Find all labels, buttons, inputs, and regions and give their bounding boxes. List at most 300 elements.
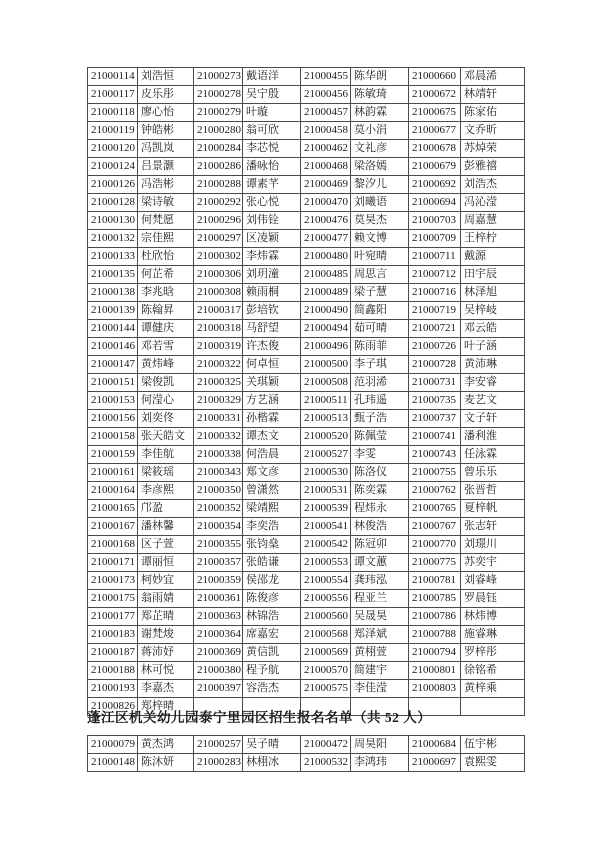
student-id-cell: 21000284 bbox=[194, 140, 243, 158]
student-name-cell: 陈翰昇 bbox=[138, 302, 194, 320]
student-name-cell: 张心悦 bbox=[243, 194, 301, 212]
student-name-cell: 赖雨桐 bbox=[243, 284, 301, 302]
student-id-cell: 21000476 bbox=[301, 212, 351, 230]
student-id-cell: 21000286 bbox=[194, 158, 243, 176]
student-name-cell: 赖文博 bbox=[351, 230, 409, 248]
table-row bbox=[88, 392, 525, 410]
student-name-cell: 林可悦 bbox=[138, 662, 194, 680]
table-row bbox=[88, 68, 525, 86]
student-id-cell: 21000139 bbox=[88, 302, 138, 320]
student-id-cell: 21000158 bbox=[88, 428, 138, 446]
section-title-taiingli-campus: 蓬江区机关幼儿园泰宁里园区招生报名名单（共 52 人） bbox=[87, 710, 432, 725]
student-name-cell: 黎汐儿 bbox=[351, 176, 409, 194]
student-id-cell: 21000531 bbox=[301, 482, 351, 500]
student-name-cell: 谢梵焌 bbox=[138, 626, 194, 644]
student-name-cell: 吴宁殷 bbox=[243, 86, 301, 104]
student-id-cell: 21000575 bbox=[301, 680, 351, 698]
student-name-cell: 梁筱瑶 bbox=[138, 464, 194, 482]
student-id-cell: 21000709 bbox=[409, 230, 461, 248]
student-id-cell: 21000350 bbox=[194, 482, 243, 500]
student-id-cell: 21000151 bbox=[88, 374, 138, 392]
student-id-cell: 21000165 bbox=[88, 500, 138, 518]
student-id-cell: 21000359 bbox=[194, 572, 243, 590]
student-name-cell: 蒋沛妤 bbox=[138, 644, 194, 662]
student-id-cell: 21000280 bbox=[194, 122, 243, 140]
enrollment-table-taiingli-body bbox=[88, 736, 525, 772]
student-name-cell: 戴语洋 bbox=[243, 68, 301, 86]
student-id-cell: 21000468 bbox=[301, 158, 351, 176]
student-name-cell bbox=[461, 698, 525, 716]
student-id-cell: 21000297 bbox=[194, 230, 243, 248]
table-row bbox=[88, 644, 525, 662]
student-name-cell: 孔玮遥 bbox=[351, 392, 409, 410]
student-name-cell: 廖心怡 bbox=[138, 104, 194, 122]
student-name-cell: 陈家佑 bbox=[461, 104, 525, 122]
student-name-cell: 夏梓帆 bbox=[461, 500, 525, 518]
student-name-cell: 钟皓彬 bbox=[138, 122, 194, 140]
student-name-cell: 谭丽恒 bbox=[138, 554, 194, 572]
student-name-cell: 简建宇 bbox=[351, 662, 409, 680]
table-row bbox=[88, 338, 525, 356]
student-id-cell: 21000737 bbox=[409, 410, 461, 428]
student-name-cell: 李嘉杰 bbox=[138, 680, 194, 698]
student-id-cell: 21000187 bbox=[88, 644, 138, 662]
student-name-cell: 张志轩 bbox=[461, 518, 525, 536]
student-name-cell: 邓晨浠 bbox=[461, 68, 525, 86]
student-name-cell: 何芷希 bbox=[138, 266, 194, 284]
table-row bbox=[88, 736, 525, 754]
student-id-cell: 21000684 bbox=[409, 736, 461, 754]
student-name-cell: 陈俊彦 bbox=[243, 590, 301, 608]
student-name-cell: 曾潇然 bbox=[243, 482, 301, 500]
student-id-cell: 21000726 bbox=[409, 338, 461, 356]
student-name-cell: 孙楷霖 bbox=[243, 410, 301, 428]
student-name-cell: 黄信凯 bbox=[243, 644, 301, 662]
student-name-cell: 陈敏琦 bbox=[351, 86, 409, 104]
student-id-cell: 21000775 bbox=[409, 554, 461, 572]
student-id-cell: 21000132 bbox=[88, 230, 138, 248]
student-name-cell: 茹可晴 bbox=[351, 320, 409, 338]
student-id-cell: 21000171 bbox=[88, 554, 138, 572]
student-id-cell: 21000677 bbox=[409, 122, 461, 140]
student-id-cell: 21000325 bbox=[194, 374, 243, 392]
student-id-cell: 21000762 bbox=[409, 482, 461, 500]
student-id-cell: 21000728 bbox=[409, 356, 461, 374]
student-id-cell: 21000159 bbox=[88, 446, 138, 464]
student-id-cell: 21000364 bbox=[194, 626, 243, 644]
table-row bbox=[88, 464, 525, 482]
student-id-cell: 21000117 bbox=[88, 86, 138, 104]
student-name-cell: 梁洛嫣 bbox=[351, 158, 409, 176]
table-row bbox=[88, 212, 525, 230]
student-name-cell: 曾乐乐 bbox=[461, 464, 525, 482]
student-id-cell: 21000508 bbox=[301, 374, 351, 392]
student-name-cell: 林锦浩 bbox=[243, 608, 301, 626]
student-id-cell: 21000826 bbox=[88, 698, 138, 716]
student-id-cell: 21000296 bbox=[194, 212, 243, 230]
student-name-cell: 何卓恒 bbox=[243, 356, 301, 374]
student-id-cell: 21000554 bbox=[301, 572, 351, 590]
student-id-cell: 21000329 bbox=[194, 392, 243, 410]
student-id-cell: 21000489 bbox=[301, 284, 351, 302]
table-row bbox=[88, 500, 525, 518]
table-row bbox=[88, 374, 525, 392]
student-name-cell: 李奕浩 bbox=[243, 518, 301, 536]
student-name-cell: 柯妙宜 bbox=[138, 572, 194, 590]
table-row bbox=[88, 284, 525, 302]
student-name-cell: 何梵愿 bbox=[138, 212, 194, 230]
student-name-cell: 范羽浠 bbox=[351, 374, 409, 392]
student-id-cell: 21000126 bbox=[88, 176, 138, 194]
student-name-cell: 冯浩彬 bbox=[138, 176, 194, 194]
student-name-cell: 冯凯岚 bbox=[138, 140, 194, 158]
student-id-cell: 21000331 bbox=[194, 410, 243, 428]
student-id-cell: 21000477 bbox=[301, 230, 351, 248]
student-name-cell: 吴子晴 bbox=[243, 736, 301, 754]
student-name-cell: 李佳航 bbox=[138, 446, 194, 464]
student-name-cell: 王梓柠 bbox=[461, 230, 525, 248]
student-id-cell: 21000785 bbox=[409, 590, 461, 608]
student-id-cell: 21000338 bbox=[194, 446, 243, 464]
table-row bbox=[88, 482, 525, 500]
table-row bbox=[88, 104, 525, 122]
student-id-cell: 21000114 bbox=[88, 68, 138, 86]
student-id-cell: 21000130 bbox=[88, 212, 138, 230]
table-row bbox=[88, 608, 525, 626]
table-row bbox=[88, 194, 525, 212]
student-name-cell: 陈冠卯 bbox=[351, 536, 409, 554]
student-name-cell: 黄炜峰 bbox=[138, 356, 194, 374]
student-name-cell: 黄栩萱 bbox=[351, 644, 409, 662]
table-row bbox=[88, 266, 525, 284]
student-name-cell: 张天皓文 bbox=[138, 428, 194, 446]
student-name-cell: 莫小涓 bbox=[351, 122, 409, 140]
student-id-cell: 21000283 bbox=[194, 754, 243, 772]
table-row bbox=[88, 158, 525, 176]
student-id-cell: 21000183 bbox=[88, 626, 138, 644]
student-id-cell: 21000161 bbox=[88, 464, 138, 482]
student-id-cell: 21000500 bbox=[301, 356, 351, 374]
student-id-cell: 21000767 bbox=[409, 518, 461, 536]
table-row bbox=[88, 662, 525, 680]
student-id-cell: 21000480 bbox=[301, 248, 351, 266]
student-id-cell: 21000369 bbox=[194, 644, 243, 662]
student-name-cell: 何浩晨 bbox=[243, 446, 301, 464]
student-id-cell: 21000318 bbox=[194, 320, 243, 338]
student-id-cell: 21000801 bbox=[409, 662, 461, 680]
student-name-cell: 甄子浩 bbox=[351, 410, 409, 428]
student-id-cell: 21000569 bbox=[301, 644, 351, 662]
student-id-cell: 21000119 bbox=[88, 122, 138, 140]
student-id-cell: 21000469 bbox=[301, 176, 351, 194]
student-id-cell: 21000781 bbox=[409, 572, 461, 590]
student-name-cell: 谭文蕙 bbox=[351, 554, 409, 572]
student-name-cell: 陈华朗 bbox=[351, 68, 409, 86]
student-id-cell: 21000148 bbox=[88, 754, 138, 772]
student-id-cell: 21000380 bbox=[194, 662, 243, 680]
student-name-cell: 郑文彦 bbox=[243, 464, 301, 482]
student-name-cell: 郑泽斌 bbox=[351, 626, 409, 644]
student-id-cell: 21000735 bbox=[409, 392, 461, 410]
student-name-cell: 彭培钦 bbox=[243, 302, 301, 320]
student-name-cell: 郑梓晴 bbox=[138, 698, 194, 716]
student-id-cell: 21000124 bbox=[88, 158, 138, 176]
student-id-cell: 21000731 bbox=[409, 374, 461, 392]
student-id-cell: 21000135 bbox=[88, 266, 138, 284]
table-row bbox=[88, 86, 525, 104]
student-id-cell: 21000755 bbox=[409, 464, 461, 482]
table-row bbox=[88, 248, 525, 266]
student-name-cell: 李雯 bbox=[351, 446, 409, 464]
table-row bbox=[88, 320, 525, 338]
student-name-cell: 简鑫阳 bbox=[351, 302, 409, 320]
table-row bbox=[88, 140, 525, 158]
student-id-cell: 21000278 bbox=[194, 86, 243, 104]
table-row bbox=[88, 302, 525, 320]
student-name-cell: 周昊阳 bbox=[351, 736, 409, 754]
student-id-cell: 21000118 bbox=[88, 104, 138, 122]
student-id-cell: 21000319 bbox=[194, 338, 243, 356]
student-name-cell: 陈佩莹 bbox=[351, 428, 409, 446]
student-id-cell: 21000361 bbox=[194, 590, 243, 608]
student-name-cell: 梁俊凯 bbox=[138, 374, 194, 392]
student-name-cell: 李彦熙 bbox=[138, 482, 194, 500]
student-name-cell: 李鸿玮 bbox=[351, 754, 409, 772]
student-name-cell: 戴源 bbox=[461, 248, 525, 266]
student-id-cell: 21000173 bbox=[88, 572, 138, 590]
student-name-cell: 皮乐彤 bbox=[138, 86, 194, 104]
student-id-cell: 21000352 bbox=[194, 500, 243, 518]
student-id-cell: 21000496 bbox=[301, 338, 351, 356]
table-row bbox=[88, 230, 525, 248]
student-name-cell: 吴晟昊 bbox=[351, 608, 409, 626]
student-id-cell: 21000711 bbox=[409, 248, 461, 266]
student-name-cell: 侯邵龙 bbox=[243, 572, 301, 590]
student-name-cell: 容浩杰 bbox=[243, 680, 301, 698]
student-id-cell: 21000794 bbox=[409, 644, 461, 662]
student-id-cell: 21000138 bbox=[88, 284, 138, 302]
student-name-cell: 马舒望 bbox=[243, 320, 301, 338]
student-id-cell: 21000343 bbox=[194, 464, 243, 482]
student-name-cell: 李安睿 bbox=[461, 374, 525, 392]
student-id-cell: 21000257 bbox=[194, 736, 243, 754]
table-row bbox=[88, 410, 525, 428]
student-id-cell: 21000770 bbox=[409, 536, 461, 554]
student-name-cell: 莫昊杰 bbox=[351, 212, 409, 230]
student-id-cell: 21000470 bbox=[301, 194, 351, 212]
table-row bbox=[88, 356, 525, 374]
student-name-cell: 伍宇彬 bbox=[461, 736, 525, 754]
student-name-cell: 李炜霖 bbox=[243, 248, 301, 266]
student-name-cell: 刘奕佟 bbox=[138, 410, 194, 428]
student-id-cell: 21000672 bbox=[409, 86, 461, 104]
student-name-cell: 林靖轩 bbox=[461, 86, 525, 104]
student-id-cell: 21000168 bbox=[88, 536, 138, 554]
student-id-cell: 21000494 bbox=[301, 320, 351, 338]
student-name-cell: 李佳滢 bbox=[351, 680, 409, 698]
student-name-cell: 张皓谦 bbox=[243, 554, 301, 572]
student-id-cell: 21000560 bbox=[301, 608, 351, 626]
student-name-cell: 邓云皓 bbox=[461, 320, 525, 338]
student-name-cell: 陈沐妍 bbox=[138, 754, 194, 772]
student-name-cell: 程予航 bbox=[243, 662, 301, 680]
student-id-cell: 21000743 bbox=[409, 446, 461, 464]
student-id-cell: 21000273 bbox=[194, 68, 243, 86]
table-row bbox=[88, 536, 525, 554]
table-row bbox=[88, 572, 525, 590]
student-name-cell: 许杰俊 bbox=[243, 338, 301, 356]
student-name-cell: 黄梓乘 bbox=[461, 680, 525, 698]
student-name-cell: 周思言 bbox=[351, 266, 409, 284]
student-id-cell: 21000765 bbox=[409, 500, 461, 518]
student-name-cell: 林炜博 bbox=[461, 608, 525, 626]
student-name-cell: 陈雨菲 bbox=[351, 338, 409, 356]
enrollment-table-main-body bbox=[88, 68, 525, 716]
student-id-cell: 21000716 bbox=[409, 284, 461, 302]
student-name-cell: 任泳霖 bbox=[461, 446, 525, 464]
student-id-cell: 21000462 bbox=[301, 140, 351, 158]
table-row bbox=[88, 754, 525, 772]
student-id-cell: 21000692 bbox=[409, 176, 461, 194]
student-name-cell: 程亚兰 bbox=[351, 590, 409, 608]
student-name-cell: 黄沛琳 bbox=[461, 356, 525, 374]
table-row bbox=[88, 446, 525, 464]
student-name-cell: 何滢心 bbox=[138, 392, 194, 410]
student-name-cell: 刘璟川 bbox=[461, 536, 525, 554]
student-id-cell: 21000164 bbox=[88, 482, 138, 500]
student-id-cell: 21000146 bbox=[88, 338, 138, 356]
enrollment-table-main bbox=[87, 67, 525, 716]
table-row bbox=[88, 518, 525, 536]
student-id-cell: 21000788 bbox=[409, 626, 461, 644]
student-name-cell: 刘睿峰 bbox=[461, 572, 525, 590]
student-id-cell: 21000542 bbox=[301, 536, 351, 554]
student-name-cell: 宗佳熙 bbox=[138, 230, 194, 248]
student-name-cell: 区子萱 bbox=[138, 536, 194, 554]
table-row bbox=[88, 680, 525, 698]
student-id-cell: 21000530 bbox=[301, 464, 351, 482]
student-name-cell: 文乔昕 bbox=[461, 122, 525, 140]
student-name-cell: 郑芷晴 bbox=[138, 608, 194, 626]
student-name-cell: 谭杰文 bbox=[243, 428, 301, 446]
student-id-cell: 21000490 bbox=[301, 302, 351, 320]
student-name-cell: 程炜永 bbox=[351, 500, 409, 518]
student-name-cell: 刘伟铨 bbox=[243, 212, 301, 230]
student-name-cell: 邝盈 bbox=[138, 500, 194, 518]
student-id-cell: 21000556 bbox=[301, 590, 351, 608]
student-id-cell: 21000541 bbox=[301, 518, 351, 536]
student-id-cell: 21000568 bbox=[301, 626, 351, 644]
student-name-cell: 周嘉慧 bbox=[461, 212, 525, 230]
student-id-cell: 21000292 bbox=[194, 194, 243, 212]
student-id-cell: 21000703 bbox=[409, 212, 461, 230]
student-id-cell: 21000458 bbox=[301, 122, 351, 140]
student-name-cell: 林韵霖 bbox=[351, 104, 409, 122]
student-name-cell: 陈奕霖 bbox=[351, 482, 409, 500]
student-name-cell: 冯沁滢 bbox=[461, 194, 525, 212]
student-id-cell: 21000520 bbox=[301, 428, 351, 446]
student-name-cell: 林栩冰 bbox=[243, 754, 301, 772]
student-name-cell: 谭素芊 bbox=[243, 176, 301, 194]
student-id-cell: 21000363 bbox=[194, 608, 243, 626]
student-name-cell: 田宇辰 bbox=[461, 266, 525, 284]
student-name-cell: 张钧燊 bbox=[243, 536, 301, 554]
student-name-cell: 刘浩杰 bbox=[461, 176, 525, 194]
student-id-cell: 21000513 bbox=[301, 410, 351, 428]
student-name-cell: 谭健庆 bbox=[138, 320, 194, 338]
student-id-cell: 21000279 bbox=[194, 104, 243, 122]
student-name-cell: 梁诗敏 bbox=[138, 194, 194, 212]
student-id-cell: 21000153 bbox=[88, 392, 138, 410]
student-id-cell: 21000288 bbox=[194, 176, 243, 194]
student-name-cell: 袁熙雯 bbox=[461, 754, 525, 772]
student-id-cell: 21000457 bbox=[301, 104, 351, 122]
student-id-cell: 21000803 bbox=[409, 680, 461, 698]
table-row bbox=[88, 554, 525, 572]
student-id-cell: 21000741 bbox=[409, 428, 461, 446]
student-id-cell: 21000527 bbox=[301, 446, 351, 464]
student-name-cell: 吕景灏 bbox=[138, 158, 194, 176]
student-id-cell: 21000322 bbox=[194, 356, 243, 374]
student-name-cell: 关琪颖 bbox=[243, 374, 301, 392]
student-name-cell: 叶子涵 bbox=[461, 338, 525, 356]
student-id-cell: 21000721 bbox=[409, 320, 461, 338]
student-name-cell: 文子轩 bbox=[461, 410, 525, 428]
student-id-cell: 21000133 bbox=[88, 248, 138, 266]
student-id-cell: 21000679 bbox=[409, 158, 461, 176]
student-id-cell: 21000177 bbox=[88, 608, 138, 626]
student-name-cell: 潘咏怡 bbox=[243, 158, 301, 176]
student-name-cell: 李芯悦 bbox=[243, 140, 301, 158]
student-id-cell: 21000156 bbox=[88, 410, 138, 428]
student-id-cell: 21000570 bbox=[301, 662, 351, 680]
student-id-cell: 21000553 bbox=[301, 554, 351, 572]
table-row bbox=[88, 428, 525, 446]
table-row bbox=[88, 122, 525, 140]
student-name-cell: 梁靖熙 bbox=[243, 500, 301, 518]
student-name-cell: 苏奕宇 bbox=[461, 554, 525, 572]
student-id-cell: 21000144 bbox=[88, 320, 138, 338]
student-id-cell: 21000678 bbox=[409, 140, 461, 158]
student-id-cell: 21000354 bbox=[194, 518, 243, 536]
student-name-cell: 翁可欣 bbox=[243, 122, 301, 140]
student-id-cell: 21000120 bbox=[88, 140, 138, 158]
student-id-cell: 21000511 bbox=[301, 392, 351, 410]
student-name-cell: 罗梓彤 bbox=[461, 644, 525, 662]
student-id-cell: 21000712 bbox=[409, 266, 461, 284]
student-name-cell: 彭雅禧 bbox=[461, 158, 525, 176]
table-row bbox=[88, 590, 525, 608]
student-name-cell: 席嘉宏 bbox=[243, 626, 301, 644]
student-name-cell: 龚玮泓 bbox=[351, 572, 409, 590]
student-name-cell: 林俊浩 bbox=[351, 518, 409, 536]
student-name-cell: 苏焯荣 bbox=[461, 140, 525, 158]
student-id-cell: 21000128 bbox=[88, 194, 138, 212]
student-name-cell: 潘利淮 bbox=[461, 428, 525, 446]
student-id-cell: 21000532 bbox=[301, 754, 351, 772]
student-id-cell: 21000332 bbox=[194, 428, 243, 446]
student-id-cell: 21000485 bbox=[301, 266, 351, 284]
student-id-cell: 21000079 bbox=[88, 736, 138, 754]
student-id-cell: 21000539 bbox=[301, 500, 351, 518]
student-name-cell: 罗晨钰 bbox=[461, 590, 525, 608]
student-name-cell: 区凌颖 bbox=[243, 230, 301, 248]
table-row bbox=[88, 626, 525, 644]
student-name-cell: 徐铭希 bbox=[461, 662, 525, 680]
student-name-cell: 李兆晗 bbox=[138, 284, 194, 302]
student-name-cell: 潘林馨 bbox=[138, 518, 194, 536]
student-name-cell: 翁雨婧 bbox=[138, 590, 194, 608]
